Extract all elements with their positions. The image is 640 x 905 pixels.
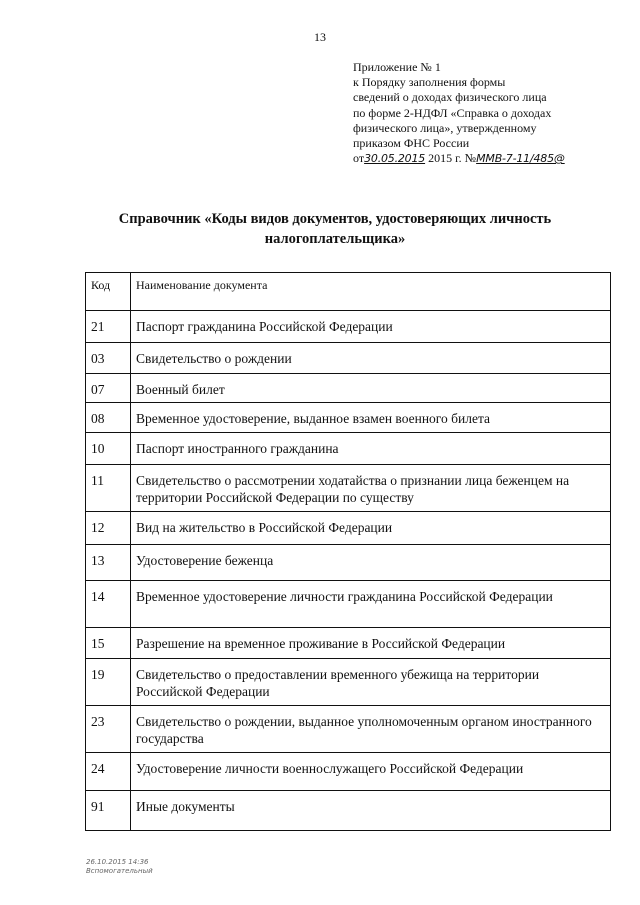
code-cell: 91 [86, 791, 131, 831]
appendix-line: Приложение № 1 [353, 60, 441, 74]
name-cell: Вид на жительство в Российской Федерации [131, 512, 611, 545]
page-number: 13 [314, 30, 326, 44]
header-code: Код [86, 273, 131, 311]
name-cell: Свидетельство о рождении [131, 343, 611, 374]
scan-stamp-line1: 26.10.2015 14:36 [86, 858, 149, 866]
scan-stamp [86, 858, 153, 876]
table-row [86, 545, 611, 581]
handwritten-date: 30.05.2015 [364, 152, 426, 166]
table-header-row [86, 273, 611, 311]
code-cell: 19 [86, 659, 131, 706]
name-cell: Военный билет [131, 374, 611, 403]
date-prefix: от [353, 151, 365, 166]
document-title-line2: налогоплательщика» [264, 231, 406, 247]
code-cell: 14 [86, 581, 131, 628]
document-title [0, 209, 640, 249]
appendix-line: приказом ФНС России [353, 136, 470, 151]
name-cell: Удостоверение беженца [131, 545, 611, 581]
appendix-line: физического лица», утвержденному [353, 120, 537, 135]
name-cell: Паспорт иностранного гражданина [131, 433, 611, 465]
handwritten-order-number: ММВ-7-11/485@ [476, 152, 565, 166]
document-codes-table [85, 272, 611, 831]
table-row [86, 628, 611, 659]
name-cell: Временное удостоверение личности гражданина Российской Федерации [131, 581, 611, 628]
year-suffix: 2015 г. № [428, 151, 477, 166]
code-cell: 23 [86, 706, 131, 753]
code-cell: 13 [86, 545, 131, 581]
code-cell: 08 [86, 403, 131, 433]
table-row [86, 311, 611, 343]
name-cell: Временное удостоверение, выданное взамен военного билета [131, 403, 611, 433]
table-row [86, 659, 611, 706]
code-cell: 07 [86, 374, 131, 403]
appendix-header [353, 60, 623, 166]
name-cell: Паспорт гражданина Российской Федерации [131, 311, 611, 343]
name-cell: Удостоверение личности военнослужащего Российской Федерации [131, 753, 611, 791]
table-row [86, 465, 611, 512]
code-cell: 21 [86, 311, 131, 343]
table-row [86, 512, 611, 545]
document-title-line1: Справочник «Коды видов документов, удостоверяющих личность [118, 211, 552, 227]
code-cell: 11 [86, 465, 131, 512]
table-row [86, 706, 611, 753]
name-cell: Свидетельство о предоставлении временного убежища на территории Российской Федерации [131, 659, 611, 706]
name-cell: Свидетельство о рассмотрении ходатайства о признании лица беженцем на территории Российской Федерации по существу [131, 465, 611, 512]
appendix-line: сведений о доходах физического лица [353, 90, 547, 105]
appendix-line: к Порядку заполнения формы [353, 75, 506, 90]
code-cell: 24 [86, 753, 131, 791]
scan-stamp-line2: Вспомогательный [86, 867, 153, 875]
order-date-line [353, 151, 623, 166]
table-row [86, 753, 611, 791]
code-cell: 12 [86, 512, 131, 545]
header-name: Наименование документа [131, 273, 611, 311]
table-row [86, 374, 611, 403]
code-cell: 03 [86, 343, 131, 374]
name-cell: Иные документы [131, 791, 611, 831]
name-cell: Свидетельство о рождении, выданное уполномоченным органом иностранного государства [131, 706, 611, 753]
table-row [86, 433, 611, 465]
table-row [86, 343, 611, 374]
name-cell: Разрешение на временное проживание в Российской Федерации [131, 628, 611, 659]
table-row [86, 403, 611, 433]
code-cell: 10 [86, 433, 131, 465]
code-cell: 15 [86, 628, 131, 659]
table-row [86, 581, 611, 628]
appendix-line: по форме 2-НДФЛ «Справка о доходах [353, 105, 552, 120]
table-row [86, 791, 611, 831]
